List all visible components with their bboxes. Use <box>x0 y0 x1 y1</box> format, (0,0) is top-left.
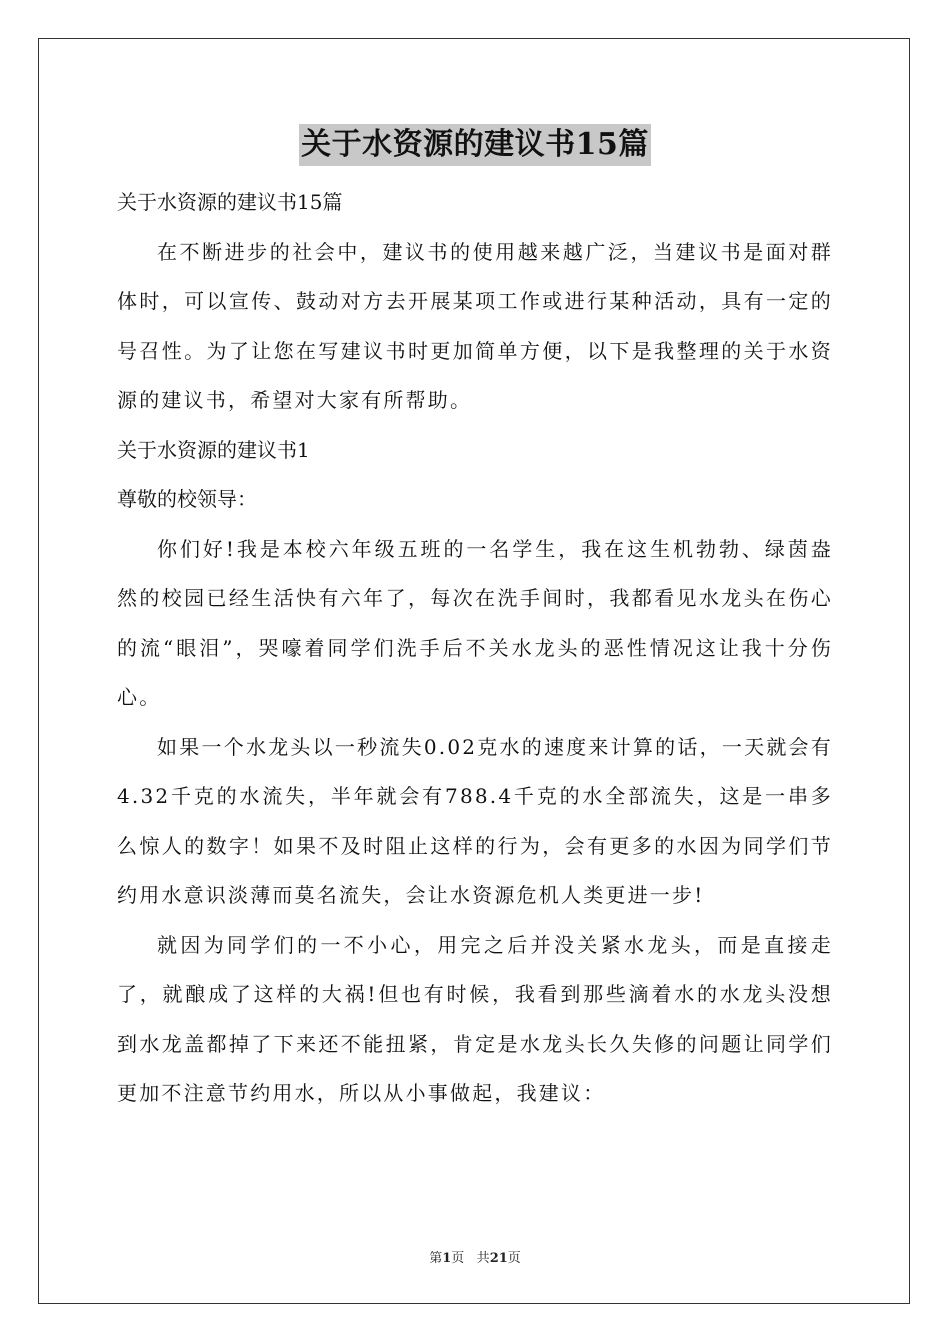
salutation: 尊敬的校领导： <box>117 487 257 511</box>
footer-total-pages: 21 <box>489 1251 508 1266</box>
footer-page-prefix: 第 <box>429 1251 443 1266</box>
footer-page-number: 1 <box>442 1251 452 1266</box>
document-title: 关于水资源的建议书15篇 <box>299 124 651 166</box>
footer-page-suffix: 页 <box>451 1251 465 1266</box>
title-container <box>0 124 950 166</box>
footer-total-suffix: 页 <box>507 1251 521 1266</box>
subtitle: 关于水资源的建议书15篇 <box>117 190 343 214</box>
document-body <box>117 178 833 1119</box>
intro-paragraph: 在不断进步的社会中，建议书的使用越来越广泛，当建议书是面对群体时，可以宣传、鼓动对方去开展某项工作或进行某种活动，具有一定的号召性。为了让您在写建议书时更加简单方便，以下是我整理的关于水资源的建议书，希望对大家有所帮助。 <box>117 239 833 412</box>
footer-total-prefix: 共 <box>476 1251 490 1266</box>
body-paragraph-2: 如果一个水龙头以一秒流失0.02克水的速度来计算的话，一天就会有4.32千克的水流失，半年就会有788.4千克的水全部流失，这是一串多么惊人的数字！如果不及时阻止这样的行为，会有更多的水因为同学们节约用水意识淡薄而莫名流失，会让水资源危机人类更进一步! <box>117 734 833 907</box>
section-heading: 关于水资源的建议书1 <box>117 437 310 462</box>
body-paragraph-1: 你们好!我是本校六年级五班的一名学生，我在这生机勃勃、绿茵盎然的校园已经生活快有六年了，每次在洗手间时，我都看见水龙头在伤心的流“眼泪”，哭嚎着同学们洗手后不关水龙头的恶性情况这让我十分伤心。 <box>117 536 833 709</box>
body-paragraph-3: 就因为同学们的一不小心，用完之后并没关紧水龙头，而是直接走了，就酿成了这样的大祸!但也有时候，我看到那些滴着水的水龙头没想到水龙盖都掉了下来还不能扭紧，肯定是水龙头长久失修的问题让同学们更加不注意节约用水，所以从小事做起，我建议： <box>117 932 833 1105</box>
page-footer <box>0 1247 950 1266</box>
